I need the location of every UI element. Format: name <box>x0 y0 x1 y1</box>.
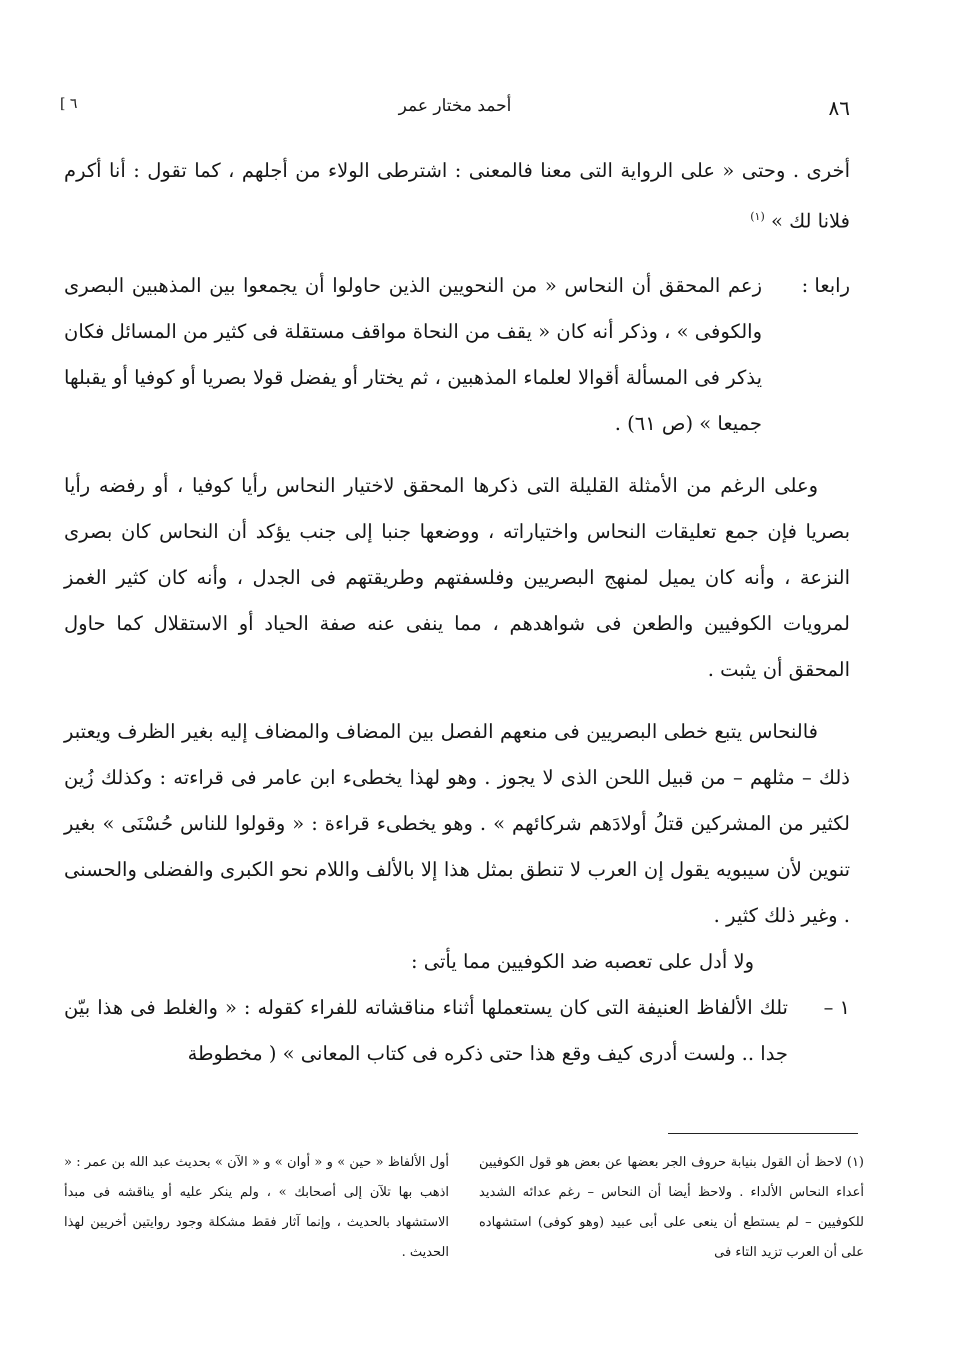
paragraph-1-text: أخرى . وحتى « على الرواية التى معنا فالمعنى : اشترطى الولاء من أجلهم ، كما تقول : أنا أكرم فلانا لك » <box>64 159 850 233</box>
paragraph-5: ولا أدل على تعصبه ضد الكوفيين مما يأتى : <box>410 949 754 973</box>
paragraph-1 <box>64 148 850 245</box>
paragraph-2: زعم المحقق أن النحاس « من النحويين الذين حاولوا أن يجمعوا بين المذهبين البصرى والكوفى » ، وذكر أنه كان « يقف من النحاة مواقف مستقلة فى كثير من المسائل فكان يذكر فى المسألة أقوالا لعلماء المذهبين ، ثم يختار أو يفضل قولا بصريا أو كوفيا أو يقبلها جميعا » (ص ٦١) . <box>64 273 762 435</box>
page-header <box>60 96 850 126</box>
main-text <box>64 148 850 1077</box>
footnote-marker: (١) <box>750 210 765 223</box>
running-head-bracket: [ ٦ <box>60 96 78 112</box>
list-item-1 <box>64 985 850 1077</box>
footnote-divider <box>668 1133 858 1134</box>
page-number: ٨٦ <box>828 96 850 120</box>
paragraph-4: فالنحاس يتبع خطى البصريين فى منعهم الفصل بين المضاف والمضاف إليه بغير الظرف ويعتبر ذلك – مثلهم – من قبيل اللحن الذى لا يجوز . وهو لهذا يخطىء ابن عامر فى قراءته : وكذلك زُين لكثير من المشركين قتلُ أولادَهم شركائهم » . وهو يخطىء قراءة : « وقولوا للناس حُسْنَى » بغير تنوين لأن سيبويه يقول إن العرب لا تنطق بمثل هذا إلا بالألف واللام نحو الكبرى والفضلى والحسنى . وغير ذلك كثير . <box>64 719 850 927</box>
running-head-author: أحمد مختار عمر <box>398 96 512 116</box>
section-label: رابعا : <box>801 273 850 297</box>
footnote-column-left: أول الألفاظ « حين » و « أوان » و « الآن » بحديث عبد الله بن عمر : « اذهب بها تلآن إلى أصحابك » ، ولم ينكر عليه أو يناقشه فى مبدأ الاستشهاد بالحديث ، وإنما آثار فقط مشكلة وجود روايتين أخريين لهذا الحديث . <box>64 1155 449 1260</box>
section-fourth <box>64 263 850 447</box>
list-item-text: تلك الألفاظ العنيفة التى كان يستعملها أثناء مناقشاته للفراء كقوله : « والغلط فى هذا بيّن جدا .. ولست أدرى كيف وقع هذا حتى ذكره فى كتاب المعانى » ( مخطوطة <box>64 995 788 1065</box>
footnotes <box>64 1148 864 1288</box>
footnote-column-right: (١) لاحظ أن القول بنيابة حروف الجر بعضها عن بعض هو قول الكوفيين أعداء النحاس الألداء . ولاحظ أيضا أن النحاس – رغم عدائه الشديد للكوفيين – لم يستطع أن ينعى على أبى عبيد (وهو كوفى) استشهاده على أن العرب تزيد التاء فى <box>479 1155 865 1260</box>
paragraph-3: وعلى الرغم من الأمثلة القليلة التى ذكرها المحقق لاختيار النحاس رأيا كوفيا ، أو رفضه رأيا بصريا فإن جمع تعليقات النحاس واختياراته ، ووضعها جنبا إلى جنب يؤكد أن النحاس كان بصرى النزعة ، وأنه كان يميل لمنهج البصريين وفلسفتهم وطريقتهم فى الجدل ، وأنه كان كثير الغمز لمرويات الكوفيين والطعن فى شواهدهم ، مما ينفى عنه صفة الحياد أو الاستقلال كما حاول المحقق أن يثبت . <box>64 473 850 681</box>
list-item-number: ١ – <box>823 995 850 1019</box>
